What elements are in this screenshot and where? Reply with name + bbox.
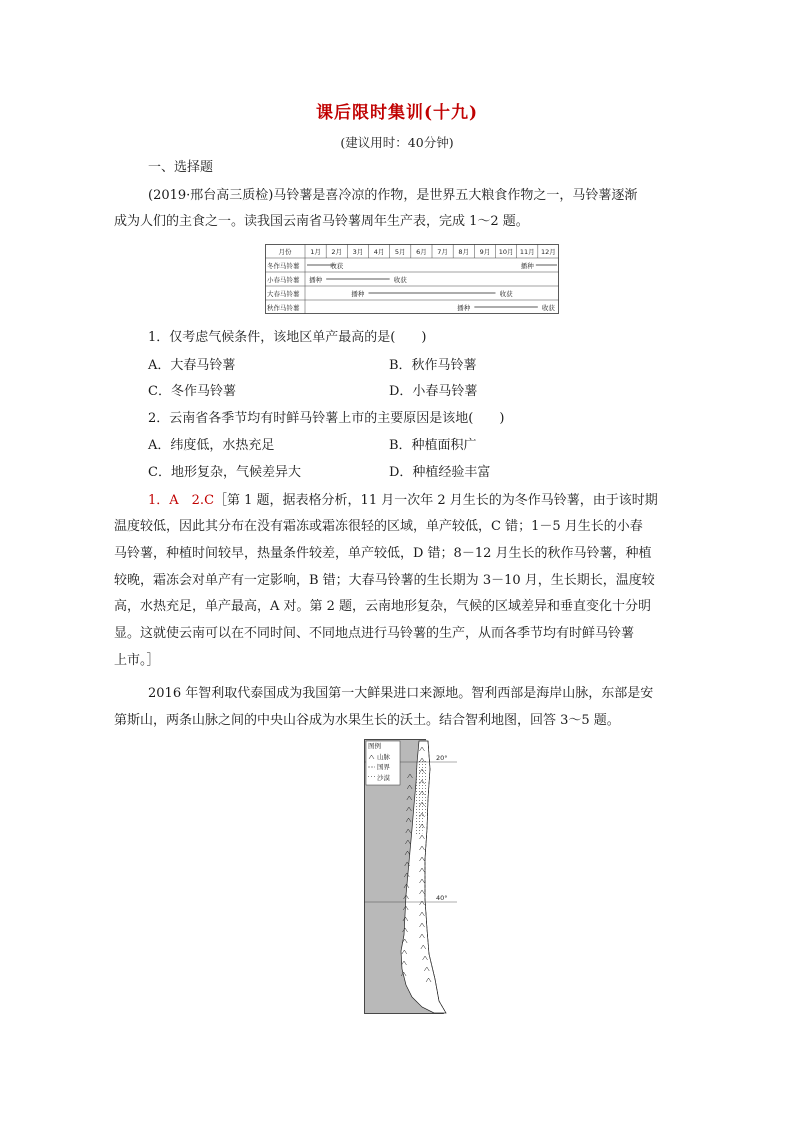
answer-line-6: 显。这就使云南可以在不同时间、不同地点进行马铃薯的生产，从而各季节均有时鲜马铃薯 (114, 626, 635, 641)
q1-stem: 1．仅考虑气候条件，该地区单产最高的是( ) (148, 330, 427, 345)
q2-option-c[interactable]: C．地形复杂，气候差异大 (148, 465, 301, 480)
sow-label: 播种 (520, 262, 534, 270)
answer-key: 1．A 2.C (148, 493, 215, 508)
table-month-header: 1月 (310, 248, 321, 256)
table-row-label: 大春马铃薯 (267, 290, 300, 298)
legend-desert: 沙漠 (377, 774, 390, 782)
desert-legend-icon (368, 774, 375, 779)
answer-line-1: ［第 1 题，据表格分析，11 月一次年 2 月生长的为冬作马铃薯，由于该时期 (214, 493, 658, 508)
answer-line-5: 高，水热充足，单产最高，A 对。第 2 题，云南地形复杂，气候的区域差异和垂直变化十分明 (114, 599, 652, 614)
q1-option-a[interactable]: A．大春马铃薯 (148, 358, 236, 373)
lat-20-label: 20° (436, 754, 448, 762)
answer-line-4: 较晚，霜冻会对单产有一定影响，B 错；大春马铃薯的生长期为 3－10 月，生长期长，温度较 (114, 573, 655, 588)
intro2-line-2: 第斯山，两条山脉之间的中央山谷成为水果生长的沃土。结合智利地图，回答 3～5 题。 (114, 713, 620, 728)
q2-option-d[interactable]: D．种植经验丰富 (389, 465, 491, 480)
sow-label: 播种 (457, 304, 471, 312)
answer-line-2: 温度较低，因此其分布在没有霜冻或霜冻很轻的区域，单产较低，C 错；1－5 月生长的小春 (114, 519, 643, 534)
table-row-label: 秋作马铃薯 (267, 304, 300, 312)
table-row-label: 小春马铃薯 (267, 276, 300, 284)
suggested-time: (建议用时：40分钟) (340, 135, 454, 150)
legend-border: 国界 (377, 763, 390, 771)
table-month-header: 8月 (458, 248, 470, 256)
table-month-header: 6月 (416, 248, 427, 256)
production-table (265, 244, 559, 314)
table-month-header: 12月 (541, 248, 556, 256)
lat-40-label: 40° (436, 894, 448, 902)
q2-option-b[interactable]: B．种植面积广 (389, 438, 477, 453)
harvest-label: 收获 (499, 290, 513, 298)
section-heading: 一、选择题 (148, 160, 214, 175)
q2-stem: 2．云南省各季节均有时鲜马铃薯上市的主要原因是该地( ) (148, 411, 505, 426)
legend-title: 图例 (368, 742, 381, 750)
intro2-line-1: 2016 年智利取代泰国成为我国第一大鲜果进口来源地。智利西部是海岸山脉，东部是安 (148, 686, 654, 701)
chile-map (364, 739, 457, 1014)
table-month-header: 5月 (394, 248, 406, 256)
table-month-header: 4月 (373, 248, 385, 256)
harvest-label: 收获 (330, 262, 344, 270)
page-title: 课后限时集训(十九) (315, 103, 479, 123)
table-month-header: 11月 (519, 248, 535, 256)
intro-line-2: 成为人们的主食之一。读我国云南省马铃薯周年生产表，完成 1～2 题。 (114, 214, 529, 229)
table-month-header: 9月 (479, 248, 491, 256)
sow-label: 播种 (351, 290, 365, 298)
sow-label: 播种 (309, 276, 323, 284)
table-month-header: 10月 (498, 248, 514, 256)
table-header-label: 月份 (278, 248, 292, 256)
legend-mountain: 山脉 (377, 753, 390, 761)
table-month-header: 2月 (331, 248, 343, 256)
answer-line-7: 上市。］ (114, 653, 160, 668)
harvest-label: 收获 (541, 304, 555, 312)
q1-option-b[interactable]: B．秋作马铃薯 (389, 358, 477, 373)
q1-option-c[interactable]: C．冬作马铃薯 (148, 384, 236, 399)
q1-option-d[interactable]: D．小春马铃薯 (389, 384, 478, 399)
table-month-header: 7月 (437, 248, 448, 256)
table-row-label: 冬作马铃薯 (267, 262, 300, 270)
harvest-label: 收获 (393, 276, 407, 284)
table-month-header: 3月 (352, 248, 364, 256)
answer-line-3: 马铃薯，种植时间较早，热量条件较差，单产较低，D 错；8－12 月生长的秋作马铃薯，种植 (114, 546, 652, 561)
intro-line-1: (2019·邢台高三质检)马铃薯是喜冷凉的作物，是世界五大粮食作物之一，马铃薯逐渐 (148, 188, 638, 203)
q2-option-a[interactable]: A．纬度低，水热充足 (148, 438, 275, 453)
answer-paragraph (148, 491, 658, 511)
